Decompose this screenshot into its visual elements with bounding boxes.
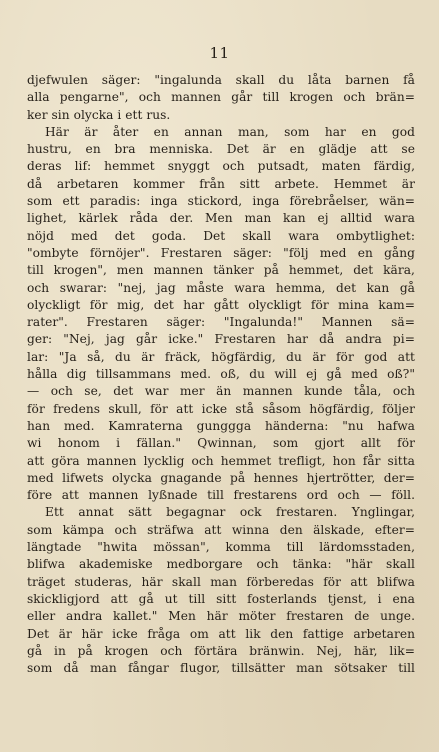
text-line: djefwulen säger: "ingalunda skall du låta barnen få <box>27 73 415 87</box>
text-line: hålla dig tillsammans med. oß, du will ej gå med oß?" <box>27 367 415 382</box>
text-line: med lifwets olycka gnagande på hennes hjertrötter, der= <box>27 470 415 485</box>
text-line: längtade "hwita mössan", komma till lärdomsstaden, <box>27 540 415 555</box>
text-line: Det är här icke fråga om att lik den fattige arbetaren <box>27 626 415 641</box>
text-line: — och se, det war mer än mannen kunde tåla, och <box>27 384 415 399</box>
text-line: alla pengarne", och mannen går till krogen och brän= <box>27 90 415 105</box>
text-line: och swarar: "nej, jag måste wara hemma, det kan gå <box>27 280 415 295</box>
body-text <box>27 72 415 677</box>
text-line: som ett paradis: inga stickord, inga förebråelser, wän= <box>27 194 415 209</box>
page-number: 11 <box>209 44 230 62</box>
text-line: som kämpa och sträfwa att winna den älskade, efter= <box>27 522 415 537</box>
text-line: han med. Kamraterna gunggga händerna: "nu hafwa <box>27 418 415 433</box>
text-line: deras lif: hemmet snyggt och putsadt, maten färdig, <box>27 159 415 174</box>
text-line: att göra mannen lycklig och hemmet trefligt, hon får sitta <box>27 453 415 468</box>
text-line: rater". Frestaren säger: "Ingalunda!" Mannen sä= <box>27 315 415 330</box>
text-line: som då man fångar flugor, tillsätter man sötsaker till <box>27 661 415 676</box>
text-line: wi honom i fällan." Qwinnan, som gjort allt för <box>27 436 415 451</box>
text-line: skickligjord att gå ut till sitt fosterlands tjenst, i ena <box>27 591 415 606</box>
text-line: Ett annat sätt begagnar ock frestaren. Ynglingar, <box>45 505 415 520</box>
text-line: eller andra kallet." Men här möter frestaren de unge. <box>27 609 415 624</box>
text-line: hustru, en bra menniska. Det är en glädje att se <box>27 142 415 157</box>
text-line: träget studeras, här skall man förberedas för att blifwa <box>27 574 415 589</box>
text-line: Här är åter en annan man, som har en god <box>45 124 415 139</box>
text-line: för fredens skull, för att icke stå såsom högfärdig, följer <box>27 401 415 416</box>
text-line: före att mannen lyßnade till frestarens ord och — föll. <box>27 488 415 503</box>
text-line: olyckligt för mig, det har gått olyckligt för mina kam= <box>27 297 415 312</box>
text-line: blifwa akademiske medborgare och tänka: "här skall <box>27 557 415 572</box>
text-line: gå in på krogen och förtära bränwin. Nej, här, lik= <box>27 643 415 658</box>
text-line: ger: "Nej, jag går icke." Frestaren har då andra pi= <box>27 332 415 347</box>
text-line: lar: "Ja så, du är fräck, högfärdig, du är för god att <box>27 349 415 364</box>
text-line: då arbetaren kommer från sitt arbete. Hemmet är <box>27 176 415 191</box>
text-line: "ombyte förnöjer". Frestaren säger: "följ med en gång <box>27 245 415 260</box>
text-line: till krogen", men mannen tänker på hemmet, det kära, <box>27 263 415 278</box>
text-line: ker sin olycka i ett rus. <box>27 107 171 122</box>
text-line: nöjd med det goda. Det skall wara ombytlighet: <box>27 228 415 243</box>
text-line: lighet, kärlek råda der. Men man kan ej alltid wara <box>27 211 415 226</box>
